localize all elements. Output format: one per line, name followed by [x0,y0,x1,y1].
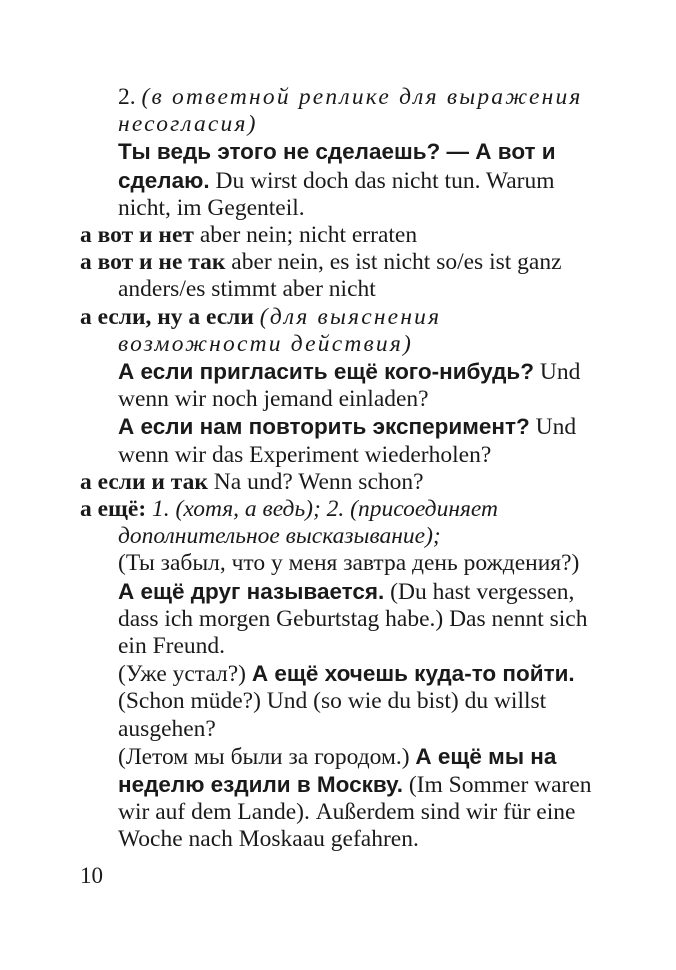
example-german: (Du hast vergessen, dass ich morgen Geburtstag habe.) Das nennt sich ein Freund. [118,578,588,660]
example [118,413,600,468]
example-german: (Schon müde?) Und (so wie du bist) du willst ausgehen? [118,688,547,742]
entry-a-esli-i-tak [80,469,600,496]
example-russian: А ещё друг называется. [118,578,385,604]
example [118,743,600,854]
entry-a-vot-i-ne-tak [80,249,600,303]
example-russian: Ты ведь этого не сделаешь? — А вот и сделаю. [118,139,556,193]
example-russian: А если нам повторить эксперимент? [118,414,530,440]
usage-note: (для выяснения возможности действия) [118,303,442,357]
entry-sense-2 [118,84,600,138]
example [118,550,600,660]
example-german: Und wenn wir das Experiment wiederholen? [118,414,577,468]
translation: Na und? Wenn schon? [213,468,424,495]
example-russian: А ещё хочешь куда-то пойти. [251,661,575,687]
example-german: Du wirst doch das nicht tun. Warum nicht, im Gegenteil. [118,167,555,221]
example [118,138,600,222]
usage-note: 1. (хотя, а ведь); 2. (присоединяет дополнительное высказывание); [118,496,498,550]
headword: а если и так [80,468,208,495]
entry-a-eshche [80,496,600,550]
example [118,660,600,743]
sense-number: 2. [118,84,136,110]
example [118,358,600,413]
headword: а ещё: [80,496,147,523]
headword: а если, ну а если [80,303,254,330]
headword: а вот и нет [80,222,194,249]
example-context: (Летом мы были за городом.) [118,743,410,770]
example-russian: А если пригласить ещё кого-нибудь? [118,359,534,385]
usage-note: (в ответной реплике для выражения несогласия) [118,84,583,138]
entry-a-vot-i-net [80,222,600,249]
headword: а вот и не так [80,249,226,276]
translation: aber nein, es ist nicht so/es ist ganz anders/es stimmt aber nicht [118,249,562,303]
example-german: (Im Sommer waren wir auf dem Lande). Außerdem sind wir für eine Woche nach Moskaau gefahren. [118,772,592,853]
example-german: Und wenn wir noch jemand einladen? [118,359,581,413]
page-body [80,84,600,854]
translation: aber nein; nicht erraten [199,222,418,249]
entry-a-esli [80,304,600,358]
example-russian: А ещё мы на неделю ездили в Москву. [118,743,557,798]
example-context: (Уже устал?) [118,661,246,688]
example-context: (Ты забыл, что у меня завтра день рождения?) [118,550,580,577]
page-number: 10 [80,863,103,888]
